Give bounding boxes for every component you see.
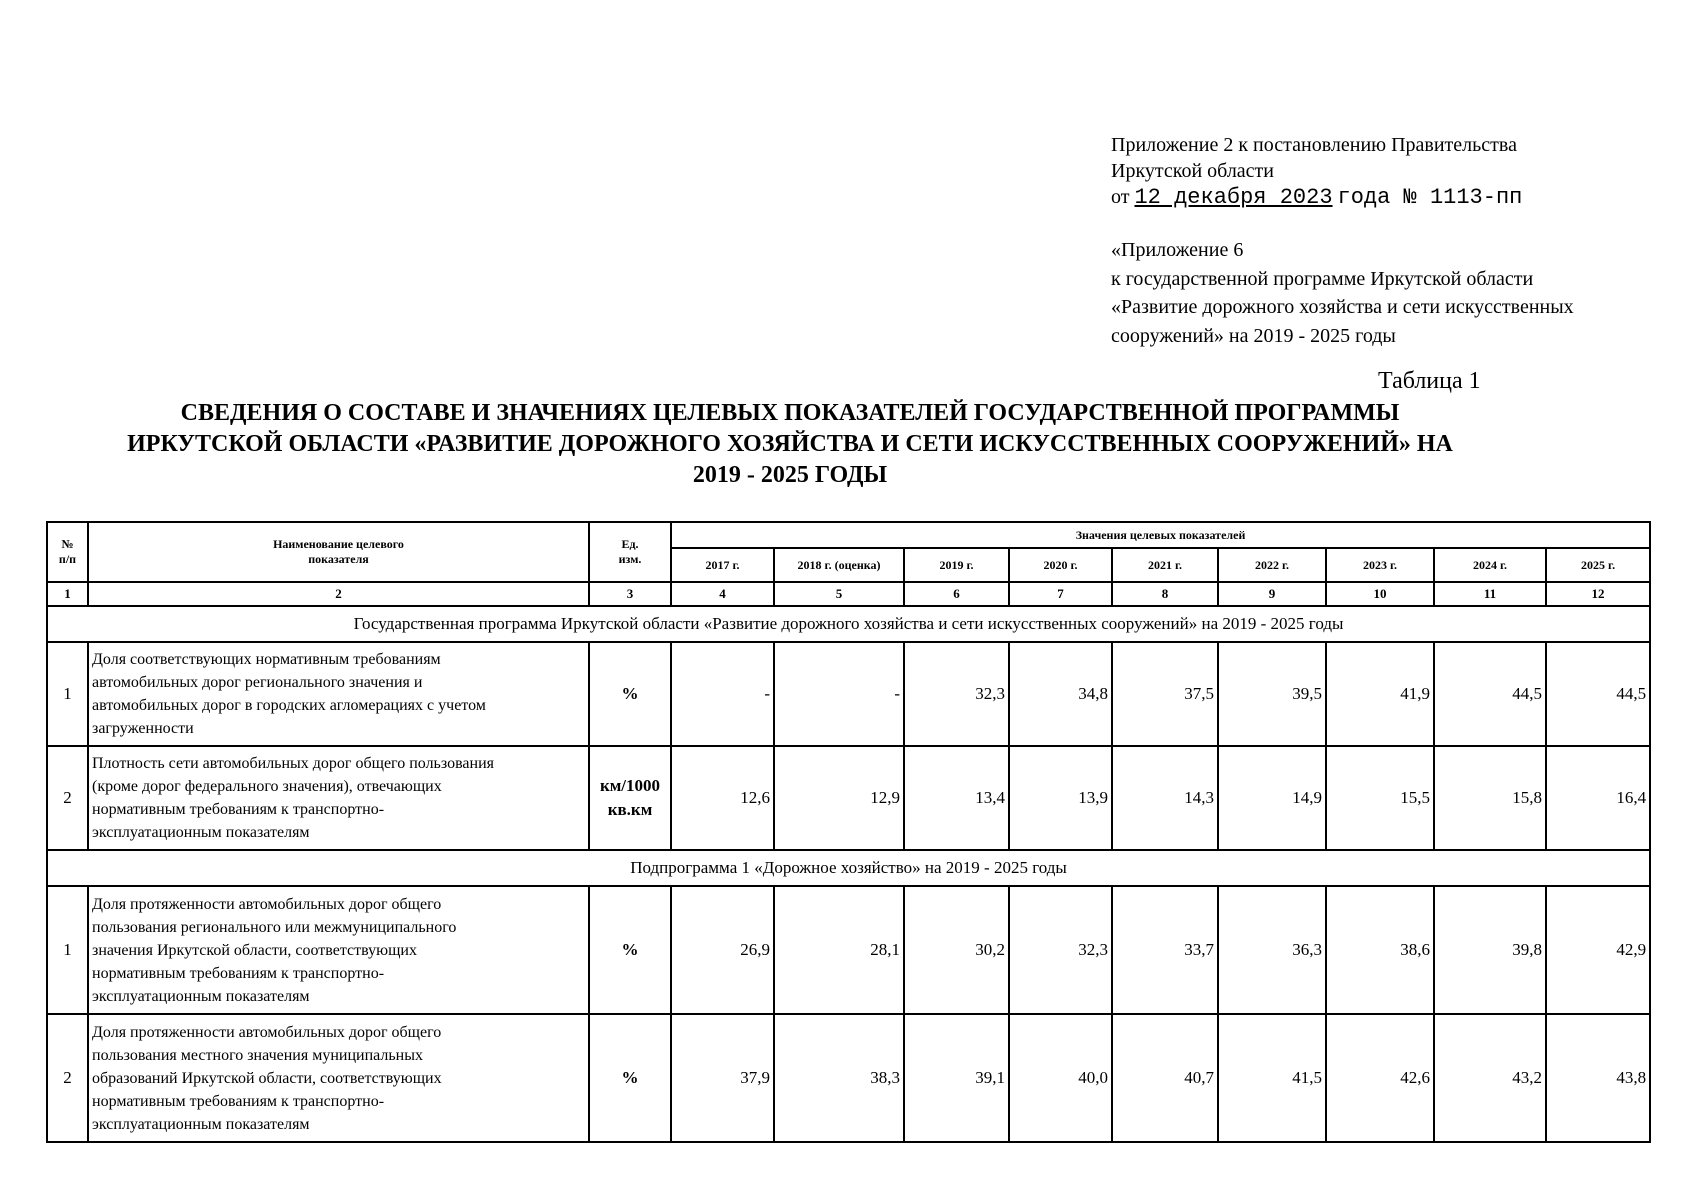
value-cell: 39,1: [904, 1014, 1009, 1142]
indicators-table: [46, 521, 1651, 1143]
name-line: нормативным требованиям к транспортно-: [92, 801, 385, 818]
indicator-name: [88, 1014, 589, 1142]
indicator-name: [88, 746, 589, 850]
name-line: Доля соответствующих нормативным требованиям: [92, 651, 441, 668]
indicator-name: [88, 886, 589, 1014]
value-cell: 16,4: [1546, 746, 1650, 850]
table-row: [47, 1014, 1650, 1142]
date-value: 12 декабря 2023: [1134, 185, 1333, 210]
table-label: Таблица 1: [1378, 368, 1481, 394]
value-cell: 13,4: [904, 746, 1009, 850]
name-line: нормативным требованиям к транспортно-: [92, 1092, 385, 1110]
column-number: 7: [1009, 582, 1112, 606]
title-line-3: 2019 - 2025 ГОДЫ: [692, 462, 888, 488]
appendix-header: [1111, 132, 1671, 211]
unit-line: %: [621, 1068, 639, 1087]
column-number: 5: [774, 582, 904, 606]
unit-line: км/1000: [599, 776, 661, 795]
year-header: 2020 г.: [1009, 548, 1112, 582]
column-number: 11: [1434, 582, 1546, 606]
value-cell: 12,9: [774, 746, 904, 850]
unit-cell: [589, 746, 671, 850]
document-title: [40, 398, 1540, 491]
table-row: [47, 886, 1650, 1014]
value-cell: 26,9: [671, 886, 774, 1014]
value-cell: -: [774, 642, 904, 746]
appendix-date-line: [1111, 184, 1671, 211]
value-cell: 39,5: [1218, 642, 1326, 746]
annex-line-3: «Развитие дорожного хозяйства и сети искусственных: [1111, 296, 1574, 318]
name-line: пользования местного значения муниципальных: [92, 1046, 423, 1064]
value-cell: 39,8: [1434, 886, 1546, 1014]
col-header-unit: [589, 522, 671, 582]
name-line: эксплуатационным показателям: [92, 987, 310, 1005]
row-number: 2: [47, 746, 88, 850]
column-number: 8: [1112, 582, 1218, 606]
value-cell: -: [671, 642, 774, 746]
name-line: пользования регионального или межмуниципального: [92, 918, 457, 936]
value-cell: 44,5: [1434, 642, 1546, 746]
col-unit-line-1: Ед.: [621, 537, 639, 551]
value-cell: 43,2: [1434, 1014, 1546, 1142]
name-line: образований Иркутской области, соответствующих: [92, 1069, 442, 1087]
name-line: автомобильных дорог регионального значения и: [92, 674, 423, 691]
value-cell: 42,9: [1546, 886, 1650, 1014]
value-cell: 41,5: [1218, 1014, 1326, 1142]
column-number: 10: [1326, 582, 1434, 606]
name-line: автомобильных дорог в городских агломерациях с учетом: [92, 697, 486, 714]
value-cell: 12,6: [671, 746, 774, 850]
title-line-1: СВЕДЕНИЯ О СОСТАВЕ И ЗНАЧЕНИЯХ ЦЕЛЕВЫХ ПОКАЗАТЕЛЕЙ ГОСУДАРСТВЕННОЙ ПРОГРАММЫ: [180, 400, 1400, 426]
value-cell: 34,8: [1009, 642, 1112, 746]
name-line: эксплуатационным показателям: [92, 1115, 310, 1133]
year-header: 2023 г.: [1326, 548, 1434, 582]
value-cell: 28,1: [774, 886, 904, 1014]
date-suffix: года № 1113-пп: [1337, 185, 1523, 210]
column-number: 6: [904, 582, 1009, 606]
row-number: 2: [47, 1014, 88, 1142]
col-number-line-1: №: [61, 537, 74, 551]
annex-line-1: «Приложение 6: [1111, 239, 1244, 261]
name-line: Доля протяженности автомобильных дорог общего: [92, 1023, 442, 1041]
value-cell: 15,5: [1326, 746, 1434, 850]
value-cell: 41,9: [1326, 642, 1434, 746]
column-number: 9: [1218, 582, 1326, 606]
column-number: 3: [589, 582, 671, 606]
annex-line-4: сооружений» на 2019 - 2025 годы: [1111, 324, 1396, 347]
annex-header: [1111, 236, 1681, 350]
value-cell: 37,5: [1112, 642, 1218, 746]
table-row: [47, 746, 1650, 850]
value-cell: 40,0: [1009, 1014, 1112, 1142]
value-cell: 43,8: [1546, 1014, 1650, 1142]
name-line: Доля протяженности автомобильных дорог общего: [92, 895, 442, 913]
value-cell: 37,9: [671, 1014, 774, 1142]
value-cell: 38,3: [774, 1014, 904, 1142]
col-header-name: [88, 522, 589, 582]
value-cell: 14,9: [1218, 746, 1326, 850]
unit-cell: [589, 886, 671, 1014]
year-header: 2025 г.: [1546, 548, 1650, 582]
value-cell: 36,3: [1218, 886, 1326, 1014]
col-header-number: [47, 522, 88, 582]
section-title: Государственная программа Иркутской области «Развитие дорожного хозяйства и сети искусственных сооружений» на 2019 - 2025 годы: [47, 606, 1650, 642]
name-line: (кроме дорог федерального значения), отвечающих: [92, 778, 442, 795]
name-line: загруженности: [92, 720, 194, 737]
col-unit-line-2: изм.: [618, 552, 642, 566]
date-prefix: от: [1111, 186, 1130, 208]
column-number: 1: [47, 582, 88, 606]
row-number: 1: [47, 886, 88, 1014]
unit-line: кв.км: [607, 800, 653, 819]
indicator-name: [88, 642, 589, 746]
name-line: значения Иркутской области, соответствующих: [92, 941, 417, 959]
col-name-line-1: Наименование целевого: [273, 537, 404, 551]
value-cell: 14,3: [1112, 746, 1218, 850]
column-number: 2: [88, 582, 589, 606]
table-row: [47, 642, 1650, 746]
year-header: 2019 г.: [904, 548, 1009, 582]
year-header: 2018 г. (оценка): [774, 548, 904, 582]
value-cell: 33,7: [1112, 886, 1218, 1014]
name-line: Плотность сети автомобильных дорог общего пользования: [92, 755, 494, 772]
section-title: Подпрограмма 1 «Дорожное хозяйство» на 2019 - 2025 годы: [47, 850, 1650, 886]
unit-cell: [589, 1014, 671, 1142]
value-cell: 38,6: [1326, 886, 1434, 1014]
value-cell: 30,2: [904, 886, 1009, 1014]
value-cell: 42,6: [1326, 1014, 1434, 1142]
col-header-values: Значения целевых показателей: [671, 522, 1650, 548]
unit-line: %: [621, 940, 639, 959]
col-number-line-2: п/п: [58, 552, 77, 566]
value-cell: 13,9: [1009, 746, 1112, 850]
value-cell: 32,3: [904, 642, 1009, 746]
title-line-2: ИРКУТСКОЙ ОБЛАСТИ «РАЗВИТИЕ ДОРОЖНОГО ХОЗЯЙСТВА И СЕТИ ИСКУССТВЕННЫХ СООРУЖЕНИЙ» НА: [127, 431, 1453, 457]
year-header: 2022 г.: [1218, 548, 1326, 582]
column-number: 12: [1546, 582, 1650, 606]
year-header: 2017 г.: [671, 548, 774, 582]
unit-line: %: [621, 684, 639, 703]
name-line: нормативным требованиям к транспортно-: [92, 964, 385, 982]
name-line: эксплуатационным показателям: [92, 824, 310, 841]
appendix-line-1: Приложение 2 к постановлению Правительства: [1111, 134, 1517, 156]
row-number: 1: [47, 642, 88, 746]
unit-cell: [589, 642, 671, 746]
value-cell: 15,8: [1434, 746, 1546, 850]
col-name-line-2: показателя: [308, 552, 369, 566]
appendix-line-2: Иркутской области: [1111, 160, 1274, 182]
year-header: 2024 г.: [1434, 548, 1546, 582]
column-number: 4: [671, 582, 774, 606]
year-header: 2021 г.: [1112, 548, 1218, 582]
value-cell: 32,3: [1009, 886, 1112, 1014]
annex-line-2: к государственной программе Иркутской области: [1111, 267, 1534, 290]
value-cell: 44,5: [1546, 642, 1650, 746]
value-cell: 40,7: [1112, 1014, 1218, 1142]
